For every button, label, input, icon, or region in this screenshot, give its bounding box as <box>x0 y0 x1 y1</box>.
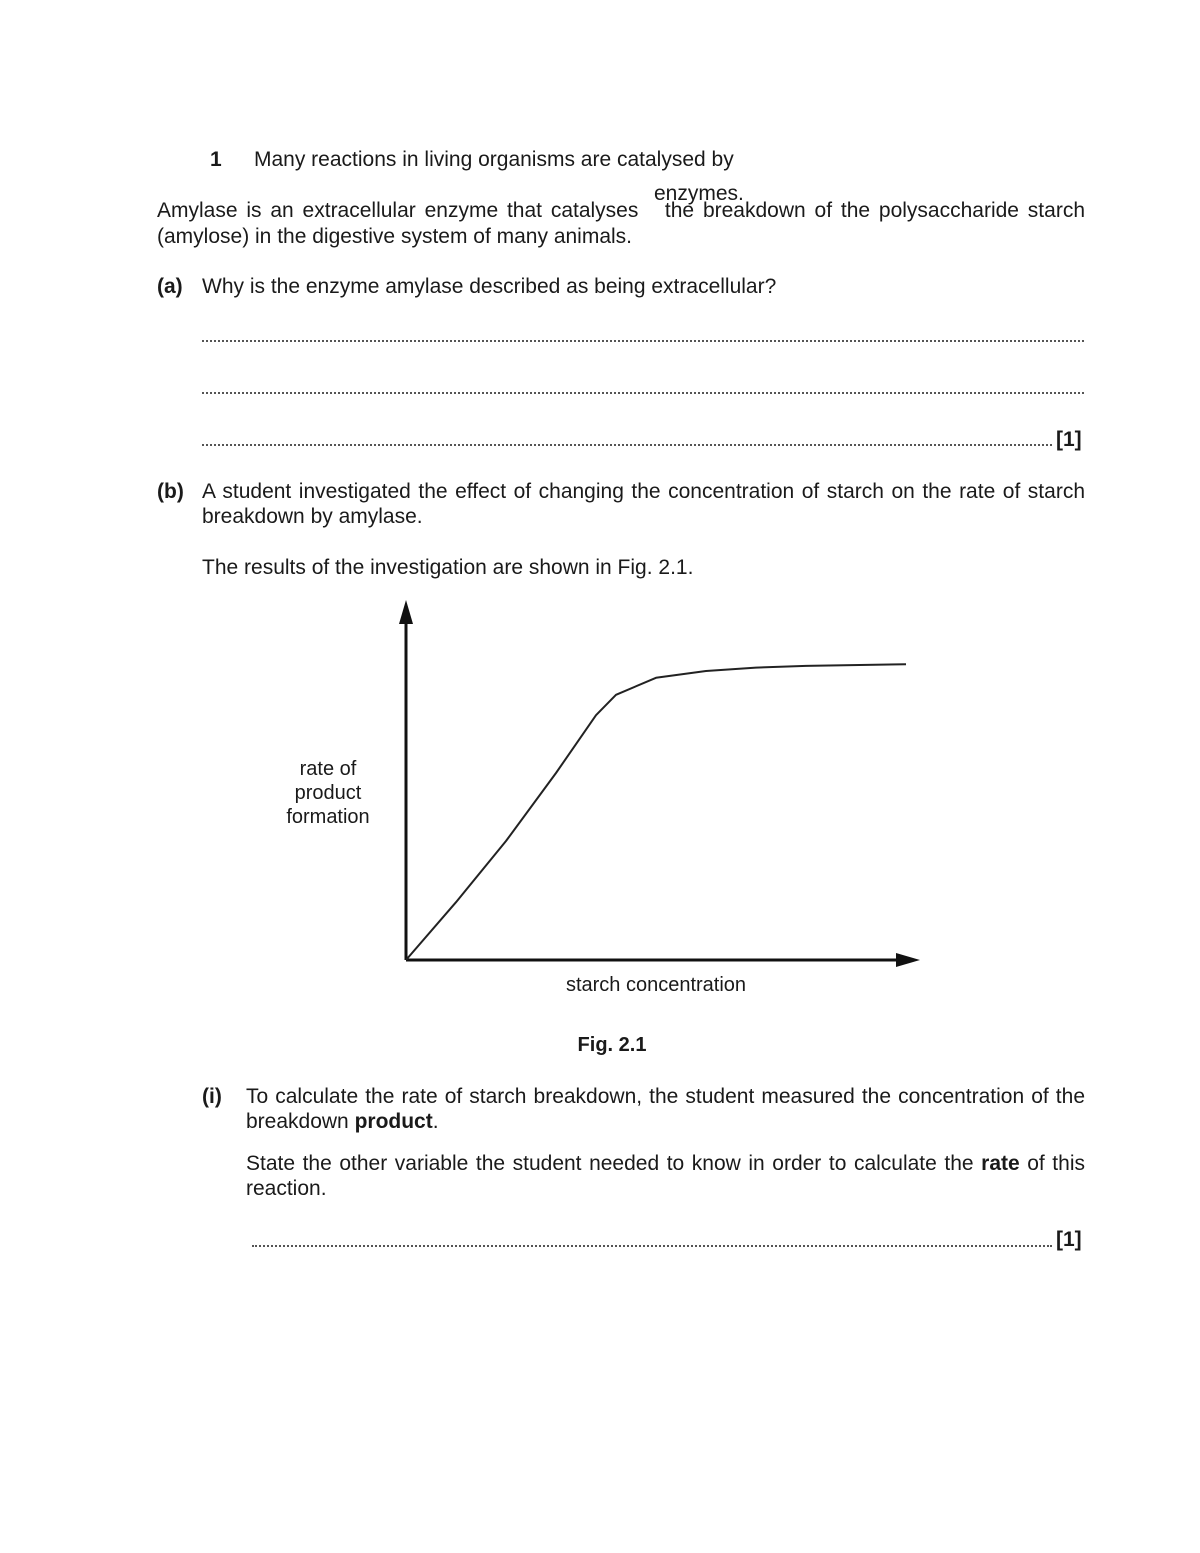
y-axis-label <box>250 757 406 829</box>
question-stem: Many reactions in living organisms are catalysed by <box>254 148 734 171</box>
intro-line-2: (amylose) in the digestive system of many animals. <box>157 225 633 248</box>
chart-plot-area <box>399 600 920 967</box>
y-axis-label-line-1: rate of <box>299 758 357 780</box>
x-axis-label: starch concentration <box>565 974 747 996</box>
y-axis-label-line-2: product <box>294 782 362 804</box>
intro-line-1-part-b: the breakdown of the polysaccharide starch <box>664 199 1085 222</box>
part-b-i-text-2 <box>246 1151 1085 1201</box>
part-b-results-text: The results of the investigation are shown in Fig. 2.1. <box>202 556 694 579</box>
part-b-i-label: (i) <box>202 1085 222 1108</box>
y-axis-arrowhead <box>399 600 413 624</box>
part-b-i-text-2-bold: rate <box>981 1152 1020 1175</box>
part-a-marks: [1] <box>1056 428 1082 451</box>
part-b-i-text-1-post: . <box>432 1110 439 1133</box>
part-b-i-text-1-bold: product <box>354 1110 433 1133</box>
part-b-i-text-1-pre: To calculate the rate of starch breakdown, the student measured the concentration of the breakdown <box>246 1085 1085 1133</box>
part-b-i-marks: [1] <box>1056 1228 1082 1251</box>
part-b-i-text-2-post: of this reaction. <box>246 1152 1085 1200</box>
figure-caption: Fig. 2.1 <box>577 1034 647 1056</box>
y-axis-label-line-3: formation <box>286 806 370 828</box>
question-number: 1 <box>210 148 222 171</box>
part-a-question: Why is the enzyme amylase described as being extracellular? <box>202 275 777 298</box>
intro-line-1-part-a: Amylase is an extracellular enzyme that catalyses <box>157 199 639 222</box>
question-stem-end: enzymes. <box>654 182 744 205</box>
x-axis-arrowhead <box>896 953 920 967</box>
part-b-i-text-2-pre: State the other variable the student needed to know in order to calculate the <box>246 1152 982 1175</box>
answer-line-b-i[interactable] <box>252 1245 1052 1247</box>
series-line-0 <box>406 664 906 960</box>
part-b-label: (b) <box>157 480 184 503</box>
part-b-i-text-1 <box>246 1084 1085 1134</box>
part-a-label: (a) <box>157 275 183 298</box>
part-b-question: A student investigated the effect of changing the concentration of starch on the rate of starch breakdown by amylase. <box>202 480 1085 528</box>
